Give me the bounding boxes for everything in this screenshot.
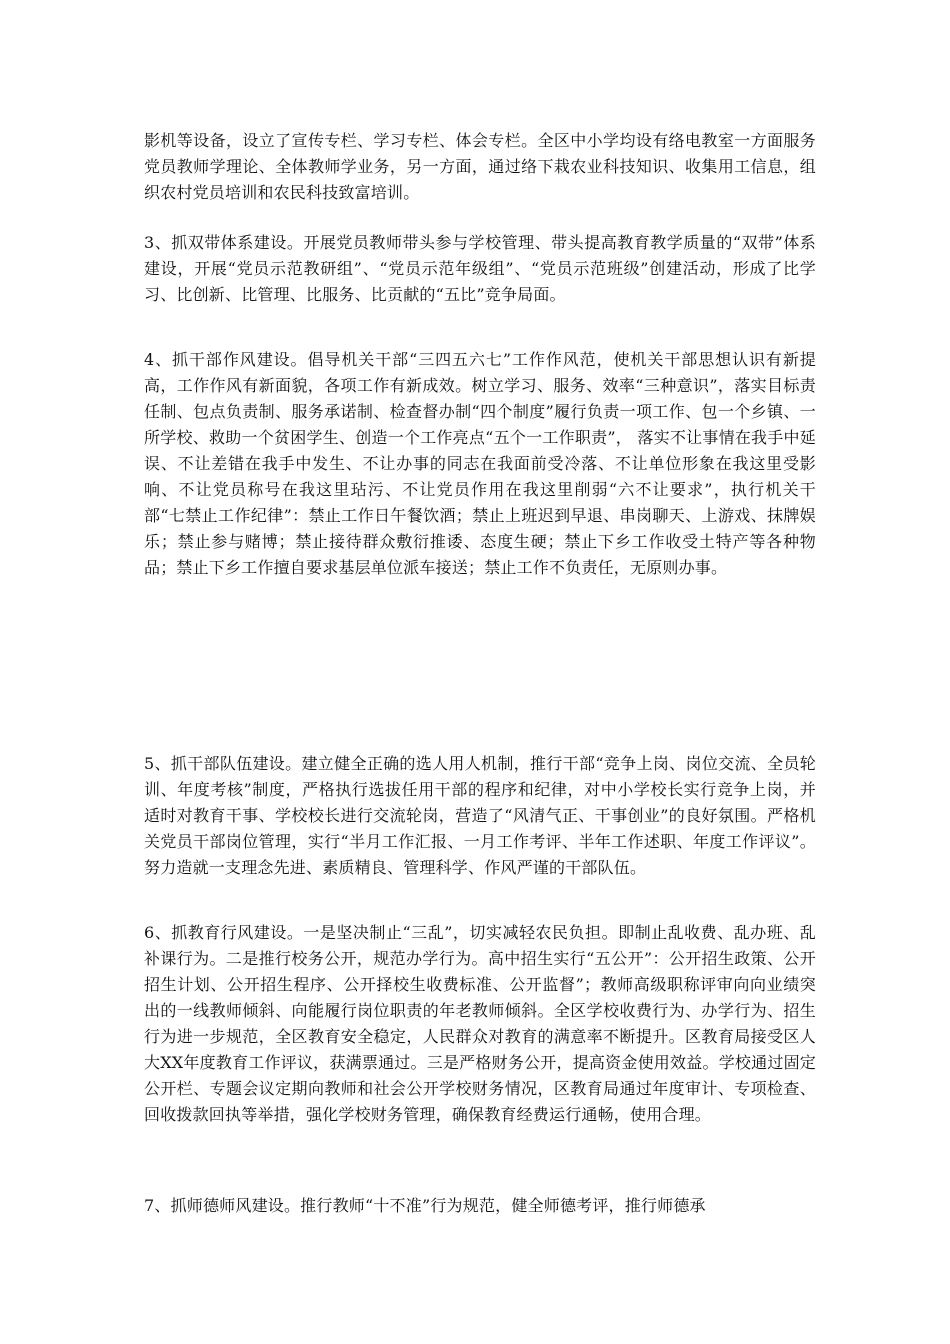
- paragraph-education-conduct: 6、抓教育行风建设。一是坚决制止“三乱”，切实减轻农民负担。即制止乱收费、乱办班、乱补课行为。二是推行校务公开，规范办学行为。高中招生实行“五公开”：公开招生政策、公开招生计划、公开招生程序、公开择校生收费标准、公开监督”；教师高级职称评审向向业绩突出的一线教师倾斜、向能履行岗位职责的年老教师倾斜。全区学校收费行为、办学行为、招生行为进一步规范，全区教育安全稳定，人民群众对教育的满意率不断提升。区教育局接受区人大XX年度教育工作评议，获满票通过。三是严格财务公开，提高资金使用效益。学校通过固定公开栏、专题会议定期向教师和社会公开学校财务情况，区教育局通过年度审计、专项检查、回收拨款回执等举措，强化学校财务管理，确保教育经费运行通畅，使用合理。: [144, 923, 816, 1124]
- paragraph-equipment-training: 影机等设备，设立了宣传专栏、学习专栏、体会专栏。全区中小学均设有络电教室一方面服务党员教师学理论、全体教师学业务，另一方面，通过络下栽农业科技知识、收集用工信息，组织农村党员培训和农民科技致富培训。: [144, 131, 816, 202]
- paragraph-double-lead-system: 3、抓双带体系建设。开展党员教师带头参与学校管理、带头提高教育教学质量的“双带”体系建设，开展“党员示范教研组”、“党员示范年级组”、“党员示范班级”创建活动，形成了比学习、比创新、比管理、比服务、比贡献的“五比”竞争局面。: [144, 233, 816, 304]
- paragraph-cadre-work-style: 4、抓干部作风建设。倡导机关干部“三四五六七”工作作风范，使机关干部思想认识有新提高，工作作风有新面貌，各项工作有新成效。树立学习、服务、效率“三种意识”，落实目标责任制、包点负责制、服务承诺制、检查督办制“四个制度”履行负责一项工作、包一个乡镇、一所学校、救助一个贫困学生、创造一个工作亮点“五个一工作职责”， 落实不让事情在我手中延误、不让差错在我手中发生、不让办事的同志在我面前受冷落、不让单位形象在我这里受影响、不让党员称号在我这里玷污、不让党员作用在我这里削弱“六不让要求”，执行机关干部“七禁止工作纪律”：禁止工作日午餐饮酒；禁止上班迟到早退、串岗聊天、上游戏、抹牌娱乐；禁止参与赌博；禁止接待群众敷衍推诿、态度生硬；禁止下乡工作收受土特产等各种物品；禁止下乡工作擅自要求基层单位派车接送；禁止工作不负责任，无原则办事。: [144, 350, 816, 577]
- paragraph-teacher-ethics: 7、抓师德师风建设。推行教师“十不准”行为规范，健全师德考评，推行师德承: [144, 1196, 706, 1215]
- paragraph-cadre-team: 5、抓干部队伍建设。建立健全正确的选人用人机制，推行干部“竞争上岗、岗位交流、全员轮训、年度考核”制度，严格执行选拔任用干部的程序和纪律，对中小学校长实行竞争上岗，并适时对教育干事、学校校长进行交流轮岗，营造了“风清气正、干事创业”的良好氛围。严格机关党员干部岗位管理，实行“半月工作汇报、一月工作考评、半年工作述职、年度工作评议”。努力造就一支理念先进、素质精良、管理科学、作风严谨的干部队伍。: [144, 754, 816, 877]
